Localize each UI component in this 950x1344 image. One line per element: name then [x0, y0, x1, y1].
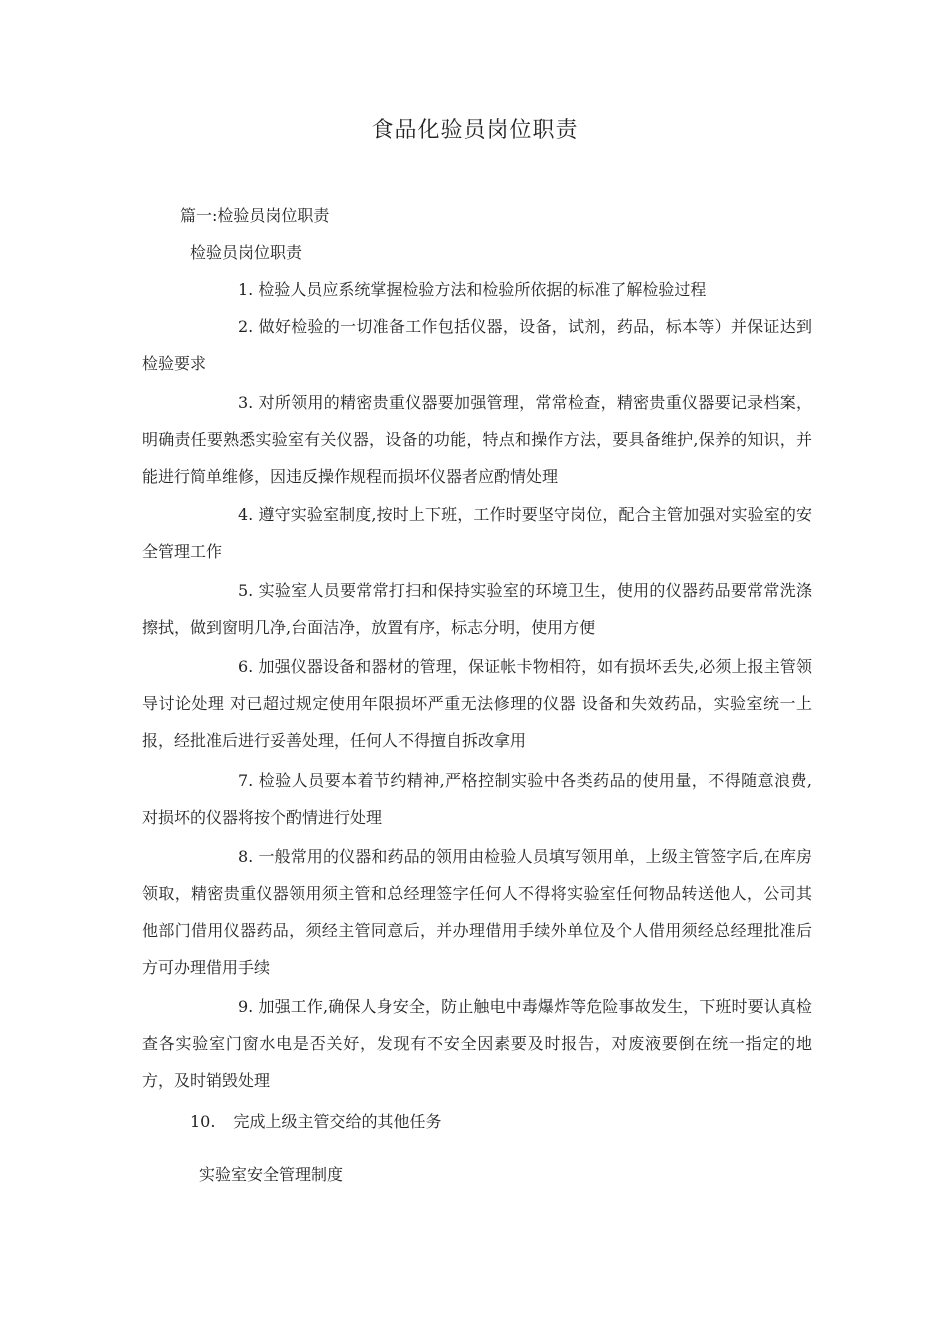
- item-text: 加强工作,确保人身安全，防止触电中毒爆炸等危险事故发生，下班时要认真检查各实验室门窗水电是否关好，发现有不安全因素要及时报告，对废液要倒在统一指定的地方，及时销毁处理: [142, 997, 812, 1090]
- item-number: 9.: [238, 997, 254, 1016]
- sub-heading: 检验员岗位职责: [190, 243, 303, 262]
- item-number: 8.: [238, 847, 254, 866]
- item-number: 6.: [238, 657, 254, 676]
- item-number: 10.: [190, 1112, 216, 1131]
- duty-item-9: [142, 988, 812, 1099]
- item-text: 实验室人员要常常打扫和保持实验室的环境卫生，使用的仪器药品要常常洗涤擦拭，做到窗明几净,台面洁净，放置有序，标志分明，使用方便: [142, 581, 812, 637]
- section-heading: 篇一:检验员岗位职责: [180, 206, 330, 225]
- item-number: 3.: [238, 393, 254, 412]
- item-number: 4.: [238, 505, 254, 524]
- duty-item-6: [142, 648, 812, 759]
- item-text: 做好检验的一切准备工作包括仪器，设备，试剂，药品，标本等）并保证达到检验要求: [142, 317, 812, 373]
- item-number: 5.: [238, 581, 254, 600]
- duty-item-4: [142, 496, 812, 570]
- duty-item-8: [142, 838, 812, 986]
- item-text: 检验人员要本着节约精神,严格控制实验中各类药品的使用量，不得随意浪费,对损坏的仪器将按个酌情进行处理: [142, 771, 812, 827]
- document-title: 食品化验员岗位职责: [371, 118, 579, 143]
- duty-item-10: [190, 1103, 790, 1140]
- item-text: 检验人员应系统掌握检验方法和检验所依据的标准了解检验过程: [258, 280, 707, 299]
- item-text: 对所领用的精密贵重仪器要加强管理，常常检查，精密贵重仪器要记录档案，明确责任要熟悉实验室有关仪器，设备的功能，特点和操作方法，要具备维护,保养的知识，并能进行简单维修，因违反操作规程而损坏仪器者应酌情处理: [142, 393, 812, 486]
- item-number: 7.: [238, 771, 254, 790]
- item-number: 2.: [238, 317, 254, 336]
- item-text: 完成上级主管交给的其他任务: [233, 1112, 442, 1131]
- duty-item-1: [142, 271, 812, 308]
- item-text: 加强仪器设备和器材的管理，保证帐卡物相符，如有损坏丢失,必须上报主管领导讨论处理 对已超过规定使用年限损坏严重无法修理的仪器 设备和失效药品，实验室统一上报，经批准后进行妥善处理，任何人不得擅自拆改拿用: [142, 657, 812, 750]
- item-number: 1.: [238, 280, 254, 299]
- next-section-heading: 实验室安全管理制度: [199, 1165, 344, 1184]
- item-text: 遵守实验室制度,按时上下班，工作时要坚守岗位，配合主管加强对实验室的安全管理工作: [142, 505, 812, 561]
- duty-item-7: [142, 762, 812, 836]
- duty-item-2: [142, 308, 812, 382]
- duty-item-5: [142, 572, 812, 646]
- item-text: 一般常用的仪器和药品的领用由检验人员填写领用单，上级主管签字后,在库房领取，精密贵重仪器领用须主管和总经理签字任何人不得将实验室任何物品转送他人，公司其他部门借用仪器药品，须经主管同意后，并办理借用手续外单位及个人借用须经总经理批准后方可办理借用手续: [142, 847, 812, 977]
- duty-item-3: [142, 384, 812, 495]
